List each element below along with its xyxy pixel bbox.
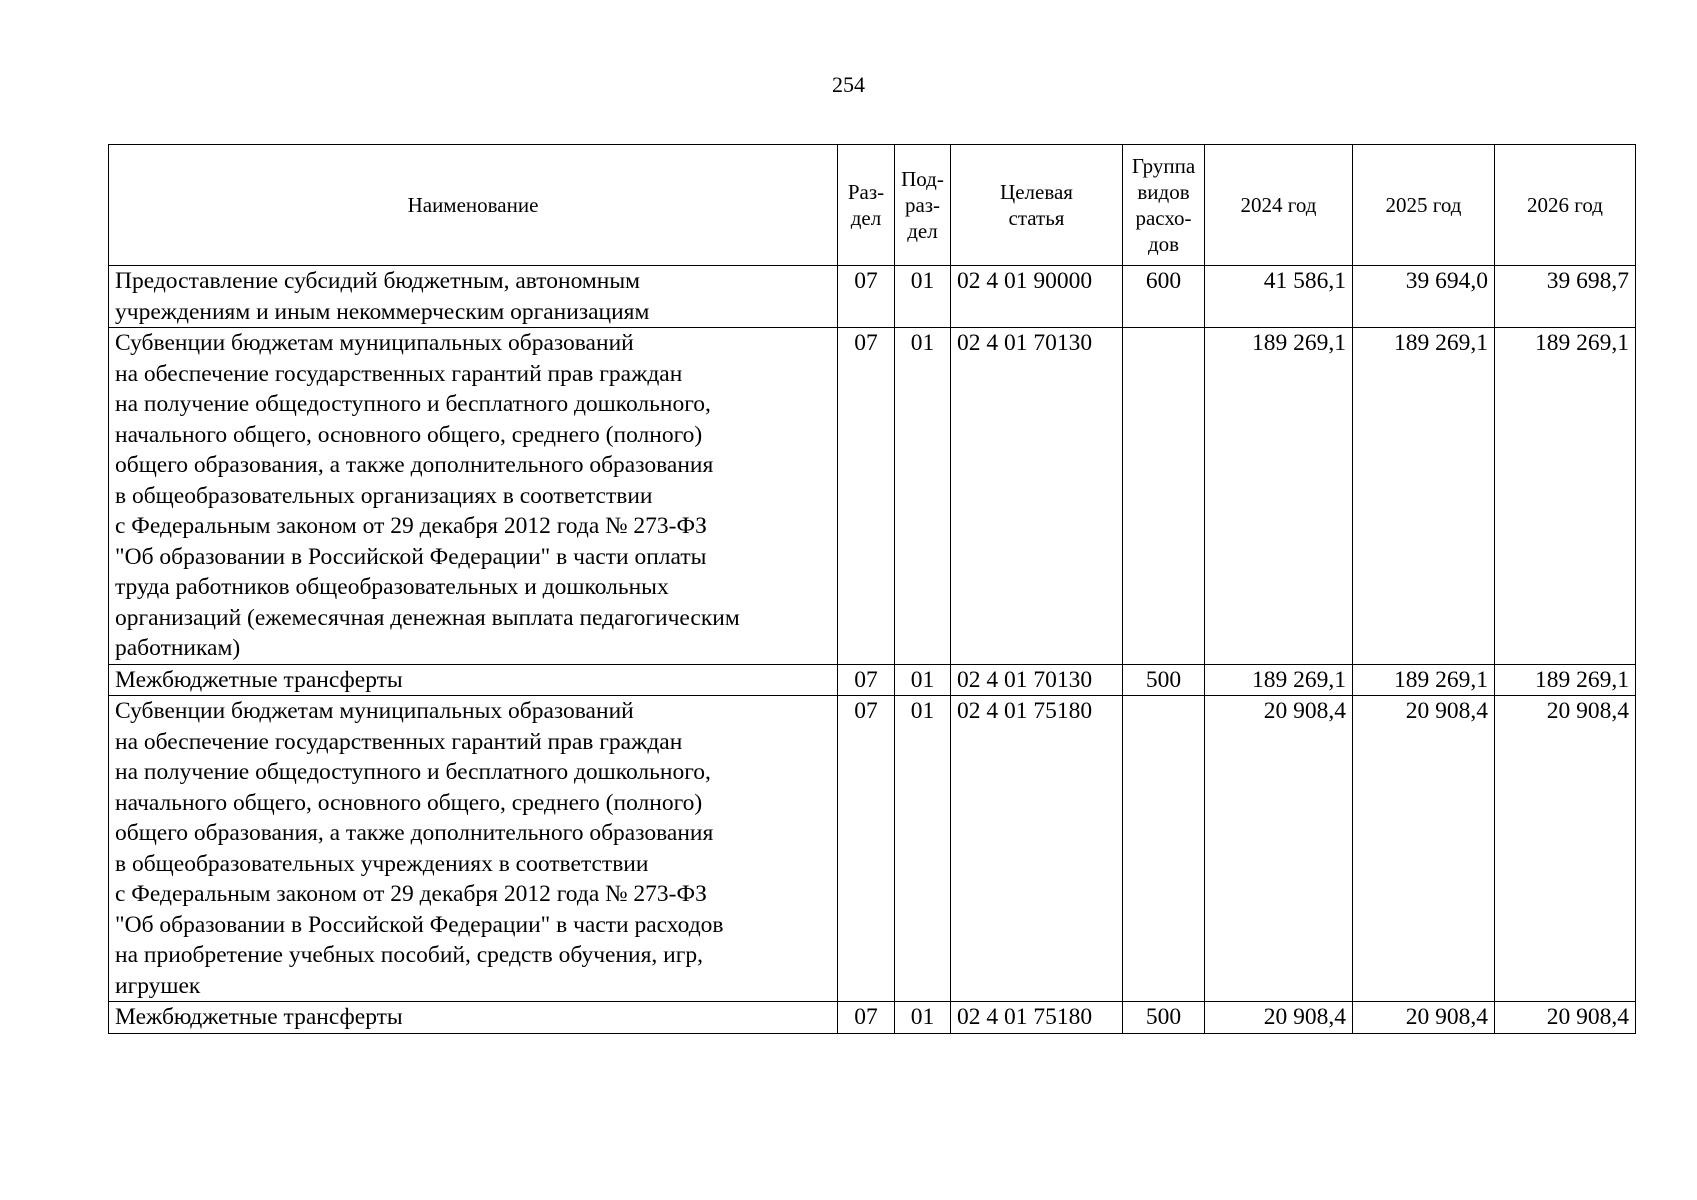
budget-table [108, 144, 1636, 1034]
page-number: 254 [832, 72, 865, 97]
row-podrazdel: 01 [895, 266, 951, 328]
row-gruppa-vidov: 500 [1123, 664, 1205, 696]
row-value-2026: 189 269,1 [1495, 664, 1636, 696]
row-value-2025: 39 694,0 [1353, 266, 1495, 328]
row-razdel: 07 [838, 1002, 895, 1034]
row-podrazdel: 01 [895, 696, 951, 1002]
row-name: Межбюджетные трансферты [109, 1002, 838, 1034]
table-row [109, 664, 1636, 696]
row-celevaya-statya: 02 4 01 75180 [951, 696, 1123, 1002]
row-value-2026: 189 269,1 [1495, 328, 1636, 665]
row-gruppa-vidov [1123, 696, 1205, 1002]
header-razdel: Раз- дел [838, 145, 895, 266]
row-razdel: 07 [838, 328, 895, 665]
row-name: Субвенции бюджетам муниципальных образований на обеспечение государственных гарантий прав граждан на получение общедоступного и бесплатного дошкольного, начального общего, основного общего, среднего (полного) общего образования, а также дополнительного образования в общеобразовательных учреждениях в соответствии с Федеральным законом от 29 декабря 2012 года № 273-ФЗ "Об образовании в Российской Федерации" в части расходов на приобретение учебных пособий, средств обучения, игр, игрушек [109, 696, 838, 1002]
row-celevaya-statya: 02 4 01 70130 [951, 664, 1123, 696]
row-value-2025: 20 908,4 [1353, 696, 1495, 1002]
row-value-2026: 20 908,4 [1495, 696, 1636, 1002]
table-row [109, 696, 1636, 1002]
header-podrazdel: Под- раз- дел [895, 145, 951, 266]
row-value-2024: 41 586,1 [1205, 266, 1353, 328]
row-razdel: 07 [838, 266, 895, 328]
row-razdel: 07 [838, 664, 895, 696]
row-value-2026: 20 908,4 [1495, 1002, 1636, 1034]
row-value-2025: 189 269,1 [1353, 328, 1495, 665]
row-gruppa-vidov: 600 [1123, 266, 1205, 328]
row-podrazdel: 01 [895, 1002, 951, 1034]
header-celevaya-statya: Целевая статья [951, 145, 1123, 266]
table-body [109, 266, 1636, 1034]
row-celevaya-statya: 02 4 01 70130 [951, 328, 1123, 665]
table-row [109, 328, 1636, 665]
row-value-2024: 189 269,1 [1205, 328, 1353, 665]
header-name: Наименование [109, 145, 838, 266]
table-row [109, 266, 1636, 328]
header-2026: 2026 год [1495, 145, 1636, 266]
row-celevaya-statya: 02 4 01 75180 [951, 1002, 1123, 1034]
row-value-2025: 189 269,1 [1353, 664, 1495, 696]
row-value-2024: 20 908,4 [1205, 696, 1353, 1002]
row-value-2024: 189 269,1 [1205, 664, 1353, 696]
row-celevaya-statya: 02 4 01 90000 [951, 266, 1123, 328]
row-name: Субвенции бюджетам муниципальных образований на обеспечение государственных гарантий прав граждан на получение общедоступного и бесплатного дошкольного, начального общего, основного общего, среднего (полного) общего образования, а также дополнительного образования в общеобразовательных организациях в соответствии с Федеральным законом от 29 декабря 2012 года № 273-ФЗ "Об образовании в Российской Федерации" в части оплаты труда работников общеобразовательных и дошкольных организаций (ежемесячная денежная выплата педагогическим работникам) [109, 328, 838, 665]
row-podrazdel: 01 [895, 328, 951, 665]
row-razdel: 07 [838, 696, 895, 1002]
row-value-2025: 20 908,4 [1353, 1002, 1495, 1034]
header-2025: 2025 год [1353, 145, 1495, 266]
row-gruppa-vidov: 500 [1123, 1002, 1205, 1034]
header-2024: 2024 год [1205, 145, 1353, 266]
row-value-2024: 20 908,4 [1205, 1002, 1353, 1034]
table-row [109, 1002, 1636, 1034]
table-header [109, 145, 1636, 266]
header-row [109, 145, 1636, 266]
row-gruppa-vidov [1123, 328, 1205, 665]
row-name: Предоставление субсидий бюджетным, автономным учреждениям и иным некоммерческим организациям [109, 266, 838, 328]
row-name: Межбюджетные трансферты [109, 664, 838, 696]
row-value-2026: 39 698,7 [1495, 266, 1636, 328]
row-podrazdel: 01 [895, 664, 951, 696]
header-gruppa-vidov: Группа видов расхо- дов [1123, 145, 1205, 266]
